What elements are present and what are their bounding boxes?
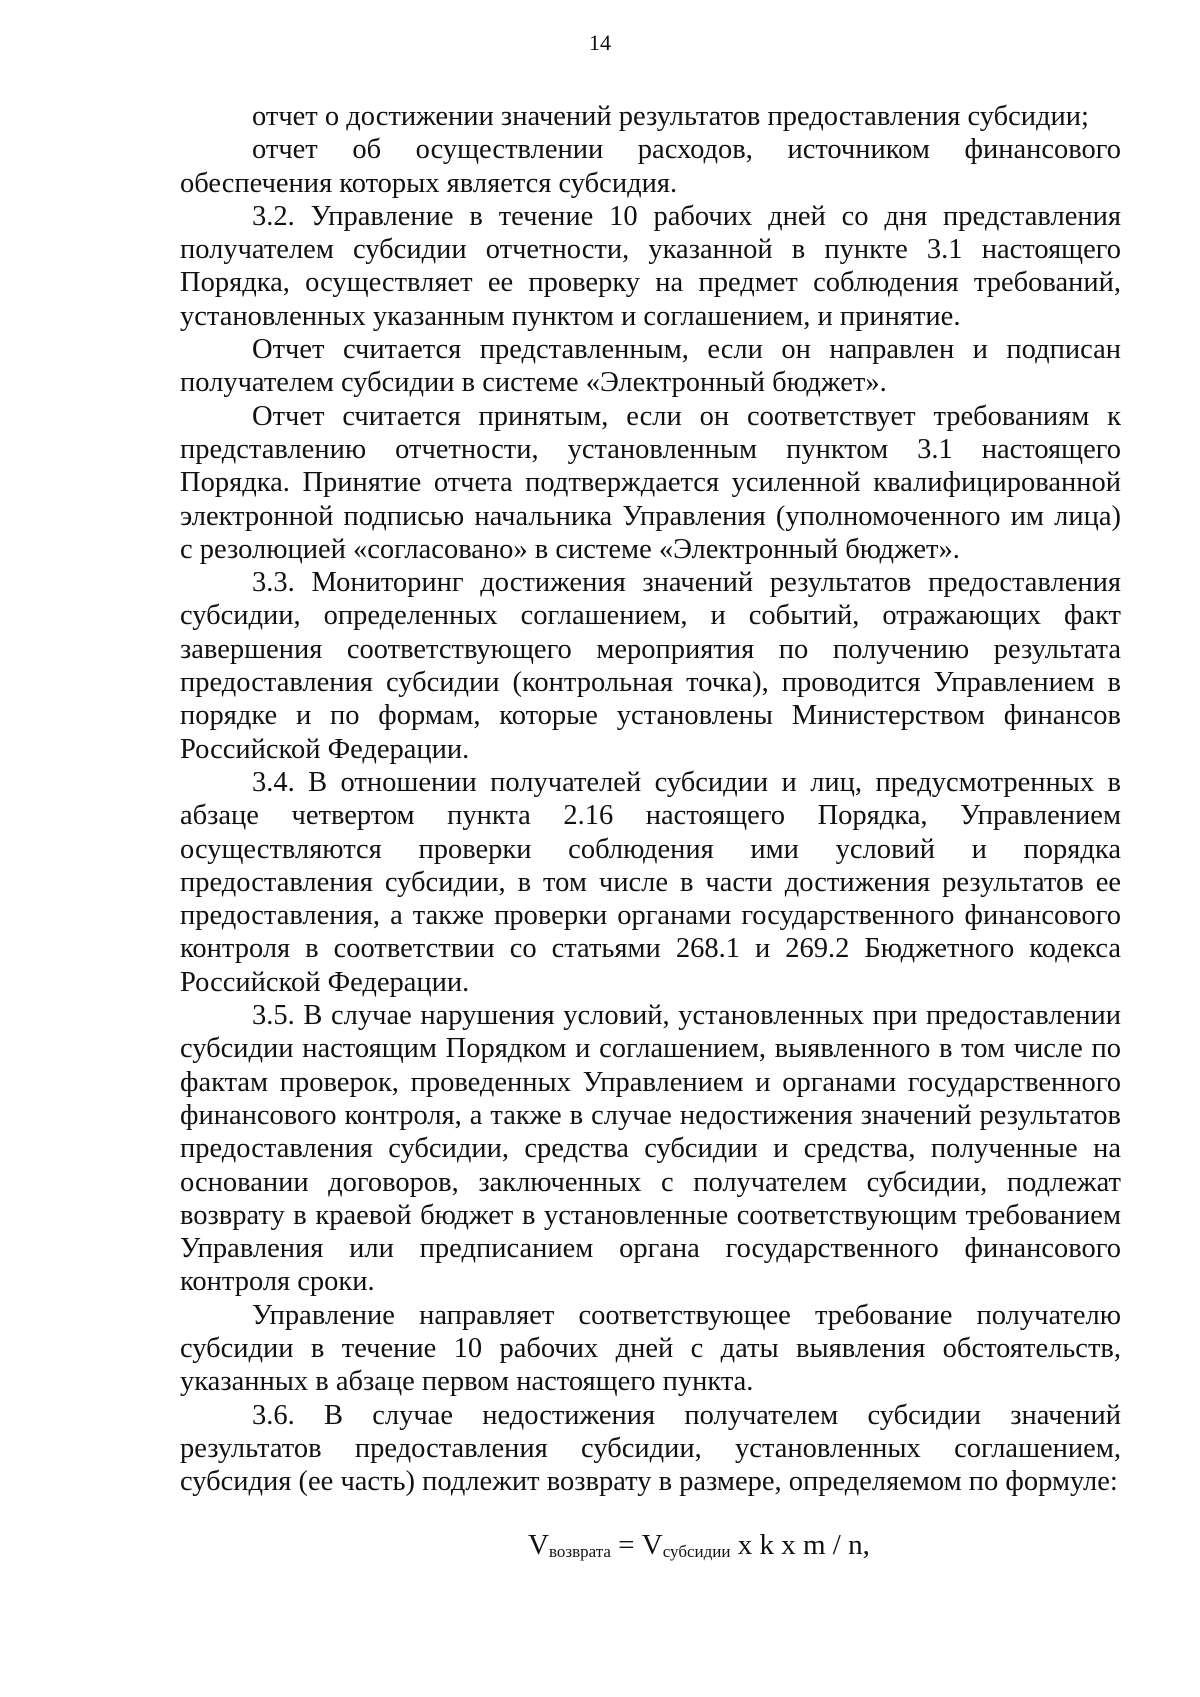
paragraph: отчет о достижении значений результатов предоставления субсидии; xyxy=(252,101,1089,132)
paragraph: Управление направляет соответствующее требование получателю субсидии в течение 10 рабочих дней с даты выявления обстоятельств, указанных в абзаце первом настоящего пункта. xyxy=(180,1299,1121,1398)
page-number: 14 xyxy=(589,30,611,55)
formula-rest: x k x m / n, xyxy=(730,1529,870,1561)
body-text xyxy=(180,100,1121,1498)
formula-v1: V xyxy=(528,1529,549,1561)
paragraph: 3.2. Управление в течение 10 рабочих дней со дня представления получателем субсидии отчетности, указанной в пункте 3.1 настоящего Порядка, осуществляет ее проверку на предмет соблюдения требований, установленных указанным пунктом и соглашением, и принятие. xyxy=(180,200,1121,332)
formula-sub-refund: возврата xyxy=(548,1542,611,1561)
formula-sub-subsidy: субсидии xyxy=(662,1542,731,1561)
paragraph: 3.4. В отношении получателей субсидии и лиц, предусмотренных в абзаце четвертом пункта 2.16 настоящего Порядка, Управлением осуществляются проверки соблюдения ими условий и порядка предоставления субсидии, в том числе в части достижения результатов ее предоставления, а также проверки органами государственного финансового контроля в соответствии со статьями 268.1 и 269.2 Бюджетного кодекса Российской Федерации. xyxy=(180,766,1121,998)
paragraph: 3.3. Мониторинг достижения значений результатов предоставления субсидии, определенных соглашением, и событий, отражающих факт завершения соответствующего мероприятия по получению результата предоставления субсидии (контрольная точка), проводится Управлением в порядке и по формам, которые установлены Министерством финансов Российской Федерации. xyxy=(180,567,1121,765)
paragraph: Отчет считается представленным, если он направлен и подписан получателем субсидии в системе «Электронный бюджет». xyxy=(180,334,1121,399)
paragraph: 3.5. В случае нарушения условий, установленных при предоставлении субсидии настоящим Порядком и соглашением, выявленного в том числе по фактам проверок, проведенных Управлением и органами государственного финансового контроля, а также в случае недостижения значений результатов предоставления субсидии, средства субсидии и средства, полученные на основании договоров, заключенных с получателем субсидии, подлежат возврату в краевой бюджет в установленные соответствующим требованием Управления или предписанием органа государственного финансового контроля сроки. xyxy=(180,1000,1121,1298)
refund-formula xyxy=(528,1527,870,1570)
formula-equals: = xyxy=(610,1529,642,1561)
paragraph: отчет об осуществлении расходов, источником финансового обеспечения которых является субсидия. xyxy=(180,134,1121,199)
paragraph: 3.6. В случае недостижения получателем субсидии значений результатов предоставления субсидии, установленных соглашением, субсидия (ее часть) подлежит возврату в размере, определяемом по формуле: xyxy=(180,1399,1121,1498)
formula-v2: V xyxy=(641,1529,663,1561)
paragraph: Отчет считается принятым, если он соответствует требованиям к представлению отчетности, установленным пунктом 3.1 настоящего Порядка. Принятие отчета подтверждается усиленной квалифицированной электронной подписью начальника Управления (уполномоченного им лица) с резолюцией «согласовано» в системе «Электронный бюджет». xyxy=(180,400,1121,565)
